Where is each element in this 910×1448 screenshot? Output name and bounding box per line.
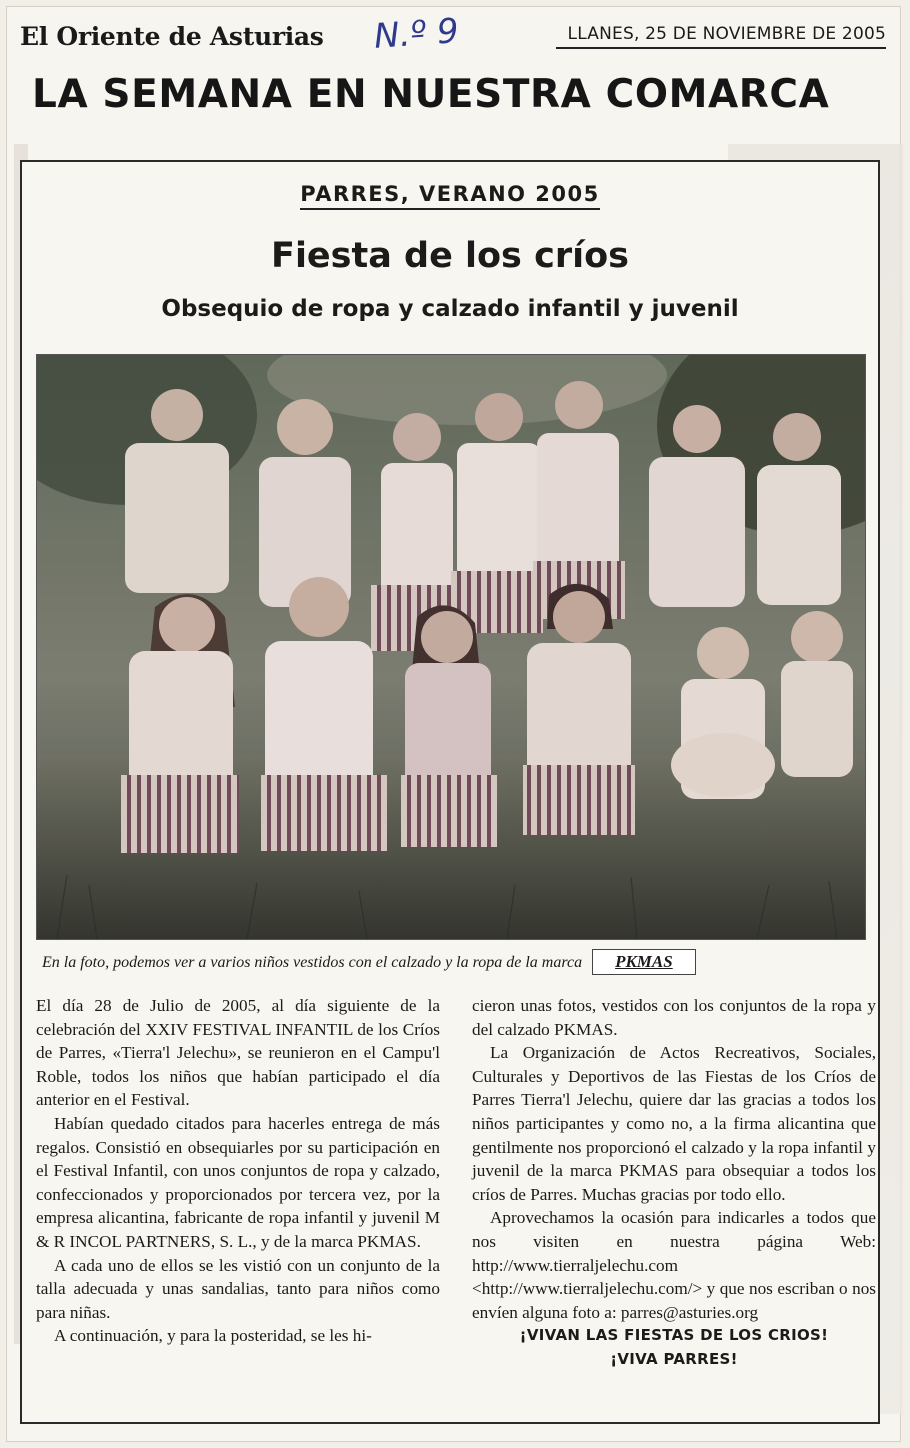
paragraph-3: A cada uno de ellos se les vistió con un conjunto de la talla adecuada y unas sandalias, tanto para niños como para niñas. (36, 1255, 440, 1322)
closing-cheer-2: ¡VIVA PARRES! (610, 1349, 738, 1368)
paragraph-6: La Organización de Actos Recreativos, Sociales, Culturales y Deportivos de las Fiestas de los Críos de Parres Tierra'l Jelechu, quiere dar las gracias a todos los niños participantes y como no, a la firma alicantina que gentilmente nos proporcionó el calzado y la ropa infantil y juvenil de la marca PKMAS para obsequiar a todos los críos de Parres. Muchas gracias por todo ello. (472, 1043, 876, 1204)
photo-caption (42, 949, 862, 975)
article-column-right (472, 994, 876, 1372)
paragraph-5: cieron unas fotos, vestidos con los conjuntos de la ropa y del calzado PKMAS. (472, 996, 876, 1039)
paragraph-7: Aprovechamos la ocasión para indicarles a todos que nos visiten en nuestra página Web: http://www.tierraljelechu.com <http://www.tierraljelechu.com/> y que nos escriban o nos envíen alguna foto a: parres@asturies.org (472, 1208, 876, 1322)
group-photo-illustration (37, 355, 865, 939)
caption-text: En la foto, podemos ver a varios niños vestidos con el calzado y la ropa de la marca (42, 954, 583, 971)
handwritten-issue-number: N.º 9 (372, 11, 460, 57)
dateline: LLANES, 25 DE NOVIEMBRE DE 2005 (556, 24, 886, 49)
group-photo (36, 354, 866, 940)
kicker-text: PARRES, VERANO 2005 (300, 182, 600, 210)
paragraph-2: Habían quedado citados para hacerles entrega de más regalos. Consistió en obsequiarles por su participación en el Festival Infantil, con unos conjuntos de ropa y calzado, confeccionados y proporcionados por tercera vez, por la empresa alicantina, fabricante de ropa infantil y juvenil M & R INCOL PARTNERS, S. L., y de la marca PKMAS. (36, 1113, 440, 1251)
article-headline: Fiesta de los críos (271, 236, 629, 276)
article-box (20, 160, 880, 1424)
article-kicker (22, 182, 878, 210)
paragraph-4: A continuación, y para la posteridad, se les hi- (54, 1326, 372, 1346)
article-column-left (36, 994, 440, 1348)
paragraph-1: El día 28 de Julio de 2005, al día siguiente de la celebración del XXIV FESTIVAL INFANTIL de los Críos de Parres, «Tierra'l Jelechu», se reunieron en el Campu'l Roble, todos los niños que habían participado el día anterior en el Festival. (36, 996, 440, 1110)
newspaper-masthead: El Oriente de Asturias (20, 22, 324, 51)
article-subheadline: Obsequio de ropa y calzado infantil y juvenil (161, 296, 739, 322)
caption-brand-label: PKMAS (592, 949, 696, 975)
closing-cheer-1: ¡VIVAN LAS FIESTAS DE LOS CRIOS! (519, 1326, 829, 1345)
section-title: LA SEMANA EN NUESTRA COMARCA (32, 72, 830, 117)
